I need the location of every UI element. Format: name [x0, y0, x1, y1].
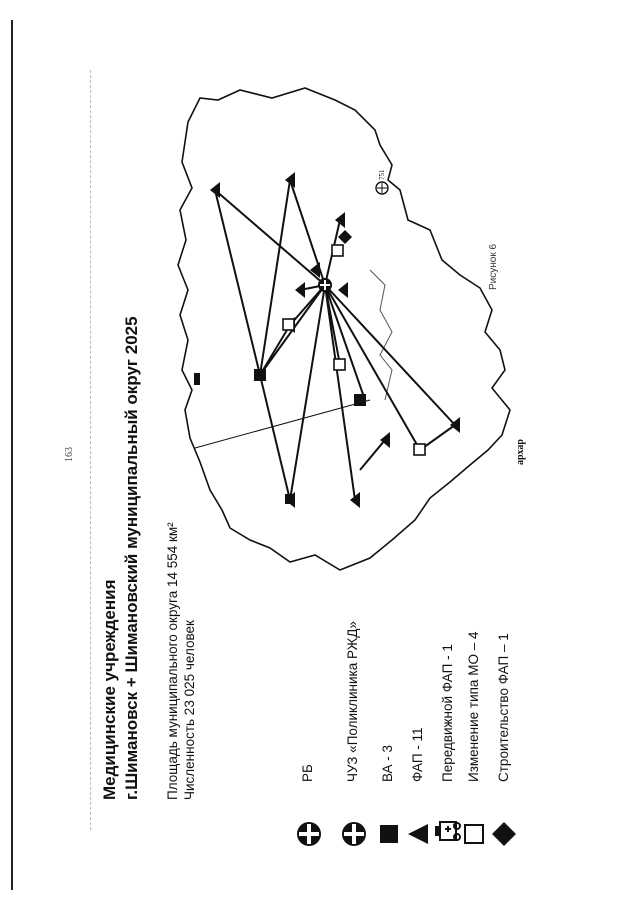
legend-label-fap: ФАП - 11 [410, 727, 425, 782]
district-map [130, 70, 560, 590]
legend-label-mobile-fap: Передвижной ФАП - 1 [440, 644, 455, 782]
district-boundary [178, 88, 510, 570]
road-751-text: 751 [378, 169, 386, 180]
area-text: Площадь муниципального округа 14 554 км² [165, 522, 180, 800]
population-text: Численность 23 025 человек [182, 620, 197, 800]
page-edge-line [11, 20, 13, 890]
triangle-icon [406, 822, 430, 846]
dashed-guide [90, 70, 93, 830]
legend-label-fap-construction: Строительство ФАП – 1 [496, 633, 511, 782]
legend-label-va: ВА - 3 [380, 744, 395, 782]
figure-caption: Рисунок 6 [488, 243, 499, 290]
circle-cross-icon [295, 820, 323, 848]
legend-label-rb: РБ [300, 764, 315, 782]
title-line-1: Медицинские учреждения [100, 579, 119, 800]
circle-cross-icon [340, 820, 368, 848]
archar-label: архар [515, 439, 526, 465]
map-bar-marker [194, 373, 200, 385]
page-number: 163 [64, 447, 75, 462]
map-hub-rb [318, 278, 332, 292]
mobile-fap-icon [432, 818, 462, 848]
diamond-icon [490, 820, 518, 848]
map-construction-marker [338, 230, 352, 244]
legend-label-mo-change: Изменение типа МО – 4 [466, 631, 481, 782]
title-line-2: г.Шимановск + Шимановский муниципальный округ 2025 [122, 316, 141, 800]
legend-label-chuz: ЧУЗ «Поликлиника РЖД» [345, 621, 360, 782]
square-icon [378, 823, 400, 845]
road-number-label [378, 169, 386, 180]
map-road-marker [376, 182, 388, 194]
map-va-markers [254, 369, 366, 504]
empty-square-icon [463, 823, 485, 845]
